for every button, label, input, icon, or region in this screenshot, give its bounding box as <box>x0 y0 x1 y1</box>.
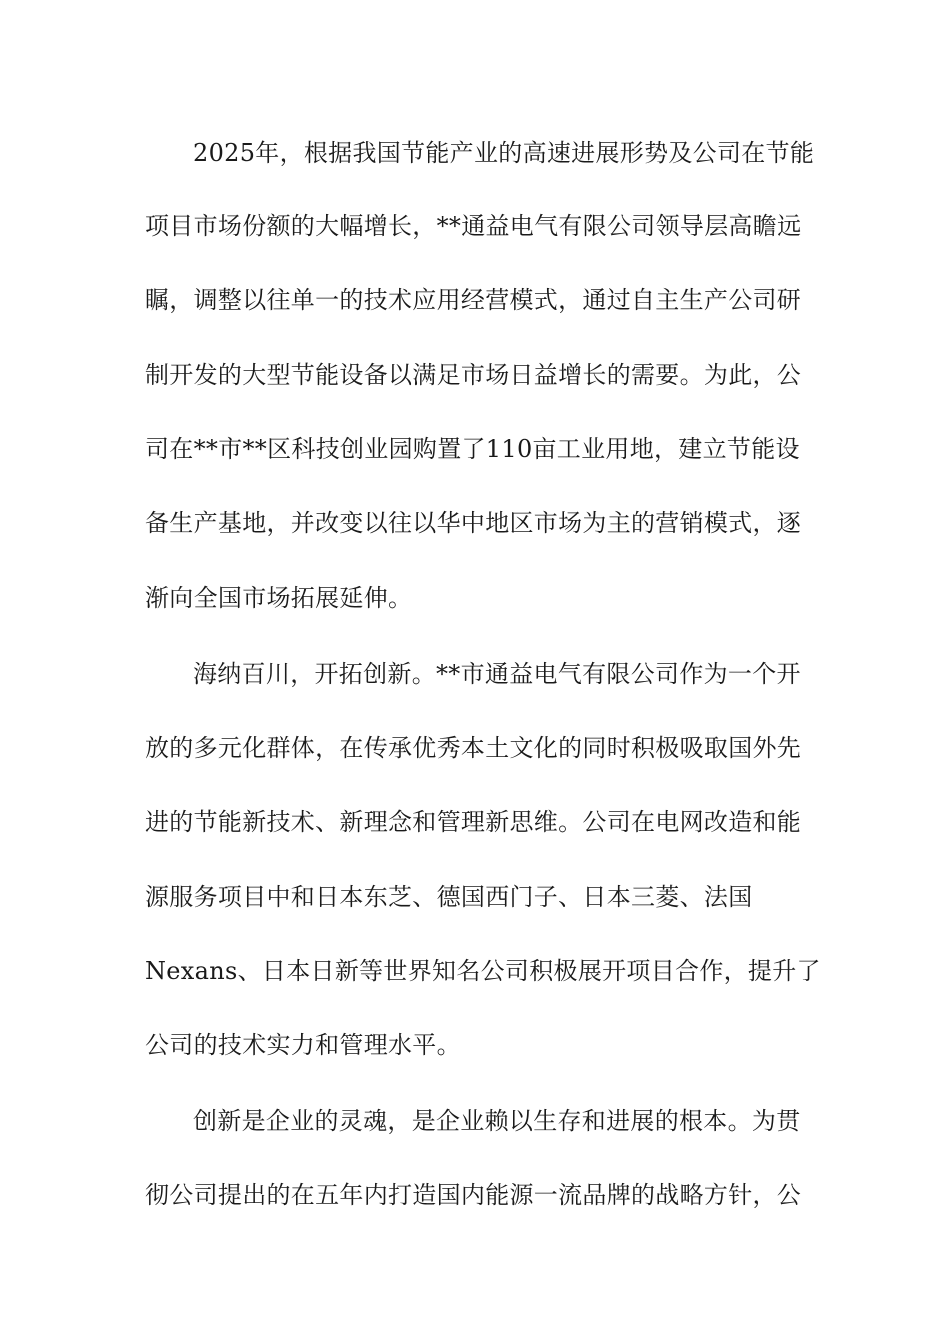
text-line: 彻公司提出的在五年内打造国内能源一流品牌的战略方针，公 <box>145 1181 802 1209</box>
text-line: 制开发的大型节能设备以满足市场日益增长的需要。为此，公 <box>145 361 802 389</box>
text-line: 海纳百川，开拓创新。**市通益电气有限公司作为一个开 <box>193 660 801 688</box>
text-line: 创新是企业的灵魂，是企业赖以生存和进展的根本。为贯 <box>193 1107 801 1135</box>
text-line: 司在**市**区科技创业园购置了110亩工业用地，建立节能设 <box>145 435 800 463</box>
text-line: 备生产基地，并改变以往以华中地区市场为主的营销模式，逐 <box>145 509 802 537</box>
text-line: 项目市场份额的大幅增长，**通益电气有限公司领导层高瞻远 <box>145 212 802 240</box>
text-line: Nexans、日本日新等世界知名公司积极展开项目合作，提升了 <box>145 957 821 985</box>
text-line: 公司的技术实力和管理水平。 <box>145 1031 461 1059</box>
text-line: 2025年，根据我国节能产业的高速进展形势及公司在节能 <box>193 139 815 167</box>
text-line: 放的多元化群体，在传承优秀本土文化的同时积极吸取国外先 <box>145 734 802 762</box>
text-line: 进的节能新技术、新理念和管理新思维。公司在电网改造和能 <box>145 808 802 836</box>
text-line: 源服务项目中和日本东芝、德国西门子、日本三菱、法国 <box>145 883 753 911</box>
text-line: 瞩，调整以往单一的技术应用经营模式，通过自主生产公司研 <box>145 286 802 314</box>
text-line: 渐向全国市场拓展延伸。 <box>145 584 413 612</box>
